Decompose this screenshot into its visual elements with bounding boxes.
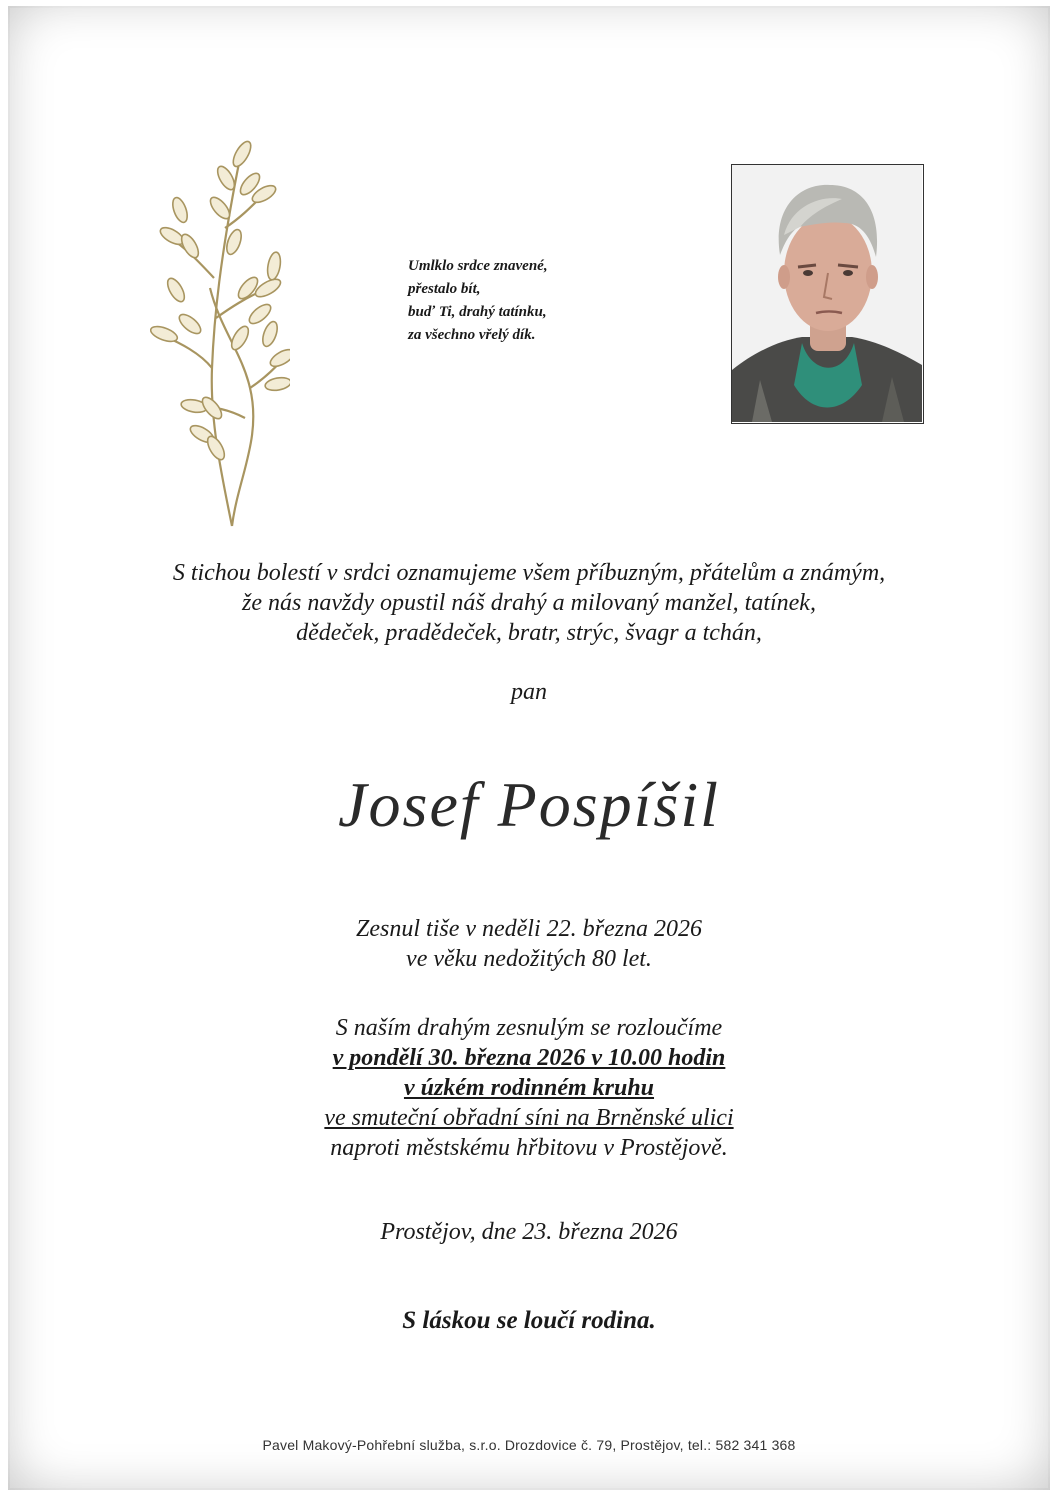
- farewell-venue: ve smuteční obřadní síni na Brněnské ulici: [324, 1105, 734, 1131]
- memorial-poem: [408, 255, 548, 347]
- funeral-service-footer: Pavel Makový-Pohřební služba, s.r.o. Drozdovice č. 79, Prostějov, tel.: 582 341 368: [262, 1437, 796, 1453]
- farewell-datetime: v pondělí 30. března 2026 v 10.00 hodin: [332, 1045, 726, 1071]
- farewell-venue-location: naproti městskému hřbitovu v Prostějově.: [330, 1135, 728, 1161]
- salutation: pan: [511, 679, 547, 705]
- announcement-line: že nás navždy opustil náš drahý a milovaný manžel, tatínek,: [242, 590, 816, 616]
- announcement-line: S tichou bolestí v srdci oznamujeme všem příbuzným, přátelům a známým,: [172, 560, 886, 586]
- death-details: [0, 914, 1058, 974]
- poem-line: přestalo bít,: [408, 281, 481, 297]
- farewell-intro: S naším drahým zesnulým se rozloučíme: [335, 1015, 723, 1041]
- age-at-death: ve věku nedožitých 80 let.: [406, 946, 652, 972]
- portrait-photo: [731, 164, 924, 424]
- announcement-line: dědeček, pradědeček, bratr, strýc, švagr a tchán,: [296, 620, 762, 646]
- poem-line: za všechno vřelý dík.: [408, 327, 536, 343]
- poem-line: Umlklo srdce znavené,: [408, 258, 548, 274]
- family-signoff: S láskou se loučí rodina.: [402, 1307, 656, 1334]
- olive-branch-icon: [150, 138, 290, 530]
- announcement-text: [0, 558, 1058, 648]
- death-date: Zesnul tiše v neděli 22. března 2026: [356, 916, 702, 942]
- dateline: Prostějov, dne 23. března 2026: [380, 1219, 678, 1245]
- farewell-private-note: v úzkém rodinném kruhu: [403, 1075, 655, 1101]
- portrait-person-icon: [732, 165, 922, 422]
- deceased-name: Josef Pospíšil: [338, 769, 720, 840]
- farewell-details: [0, 1013, 1058, 1163]
- poem-line: buď Ti, drahý tatínku,: [408, 304, 547, 320]
